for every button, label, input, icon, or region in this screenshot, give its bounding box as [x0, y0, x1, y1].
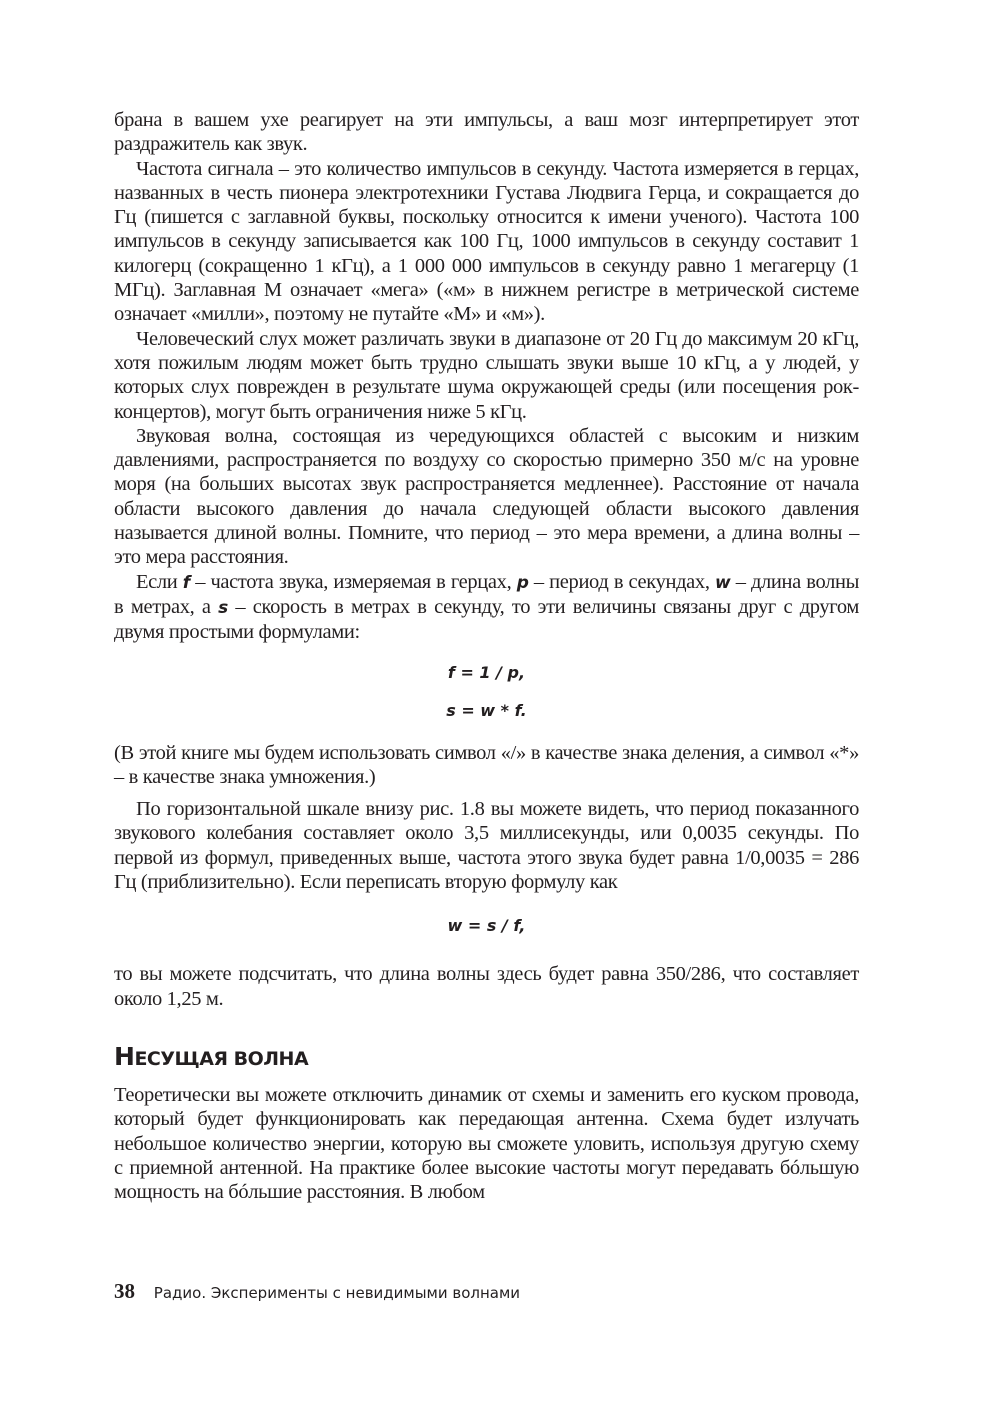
- formula-speed: s = w * f.: [446, 700, 527, 720]
- paragraph-hearing: Человеческий слух может различать звуки в диапазоне от 20 Гц до максимум 20 кГц, хотя пожилым людям может быть трудно слышать звуки выше 10 кГц, а у людей, у которых слух поврежден в результате шума окружающей среды (или посещения рок-концертов), могут быть ограничения ниже 5 кГц.: [114, 327, 859, 423]
- text-span: – скорость в метрах в секунду, то эти величины связаны друг с другом двумя простыми формулами:: [114, 595, 859, 644]
- page-number: 38: [114, 1279, 135, 1303]
- variable-f: f: [182, 572, 190, 593]
- paragraph-symbols-note: (В этой книге мы будем использовать символ «/» в качестве знака деления, а символ «*» – в качестве знака умножения.): [114, 741, 859, 788]
- paragraph-sound-wave: Звуковая волна, состоящая из чередующихся областей с высоким и низким давлениями, распространяется по воздуху со скоростью примерно 350 м/с на уровне моря (на больших высотах звук распространяется медленнее). Расстояние от начала области высокого давления до начала следующей области высокого давления называется длиной волны. Помните, что период – это мера времени, а длина волны – это мера расстояния.: [114, 424, 859, 569]
- page-body: [114, 108, 859, 1204]
- variable-s: s: [218, 597, 228, 618]
- variable-p: p: [516, 572, 529, 593]
- paragraph-1: брана в вашем ухе реагирует на эти импульсы, а ваш мозг интерпретирует этот раздражитель как звук.: [114, 109, 859, 156]
- text-span: – частота звука, измеряемая в герцах,: [189, 570, 517, 593]
- heading-initial: Н: [114, 1041, 135, 1071]
- text-span: Если: [136, 570, 183, 593]
- running-title: Радио. Эксперименты с невидимыми волнами: [153, 1284, 521, 1302]
- heading-rest: ЕСУЩАЯ ВОЛНА: [134, 1047, 309, 1070]
- variable-w: w: [714, 572, 731, 593]
- paragraph-frequency: Частота сигнала – это количество импульсов в секунду. Частота измеряется в герцах, названных в честь пионера электротехники Густава Людвига Герца, и сокращается до Гц (пишется с заглавной буквы, поскольку относится к имени ученого). Частота 100 импульсов в секунду записывается как 100 Гц, 1000 импульсов в секунду составит 1 килогерц (сокращенно 1 кГц), а 1 000 000 импульсов в секунду равно 1 мегагерцу (1 МГц). Заглавная М означает «мега» («м» в нижнем регистре в метрической системе означает «милли», поэтому не путайте «М» и «м»).: [114, 157, 859, 326]
- paragraph-example: По горизонтальной шкале внизу рис. 1.8 вы можете видеть, что период показанного звукового колебания составляет около 3,5 миллисекунды, или 0,0035 секунды. По первой из формул, приведенных выше, частота этого звука будет равна 1/0,0035 = 286 Гц (приблизительно). Если переписать вторую формулу как: [114, 798, 859, 894]
- paragraph-variables: [114, 570, 859, 645]
- section-heading: [114, 1042, 859, 1071]
- paragraph-carrier-wave: Теоретически вы можете отключить динамик от схемы и заменить его куском провода, который будет функционировать как передающая антенна. Схема будет излучать небольшое количество энергии, которую вы сможете уловить, используя другую схему с приемной антенной. На практике более высокие частоты могут передавать бóльшую мощность на бóльшие расстояния. В любом: [114, 1083, 859, 1204]
- text-span: – длина волны в метрах, а: [114, 570, 860, 618]
- formula-frequency: f = 1 / p,: [447, 662, 526, 682]
- paragraph-wavelength-result: то вы можете подсчитать, что длина волны здесь будет равна 350/286, что составляет около 1,25 м.: [114, 963, 859, 1010]
- page-footer: [114, 1279, 520, 1304]
- text-span: – период в секундах,: [528, 570, 715, 593]
- formula-wavelength: w = s / f,: [447, 916, 526, 936]
